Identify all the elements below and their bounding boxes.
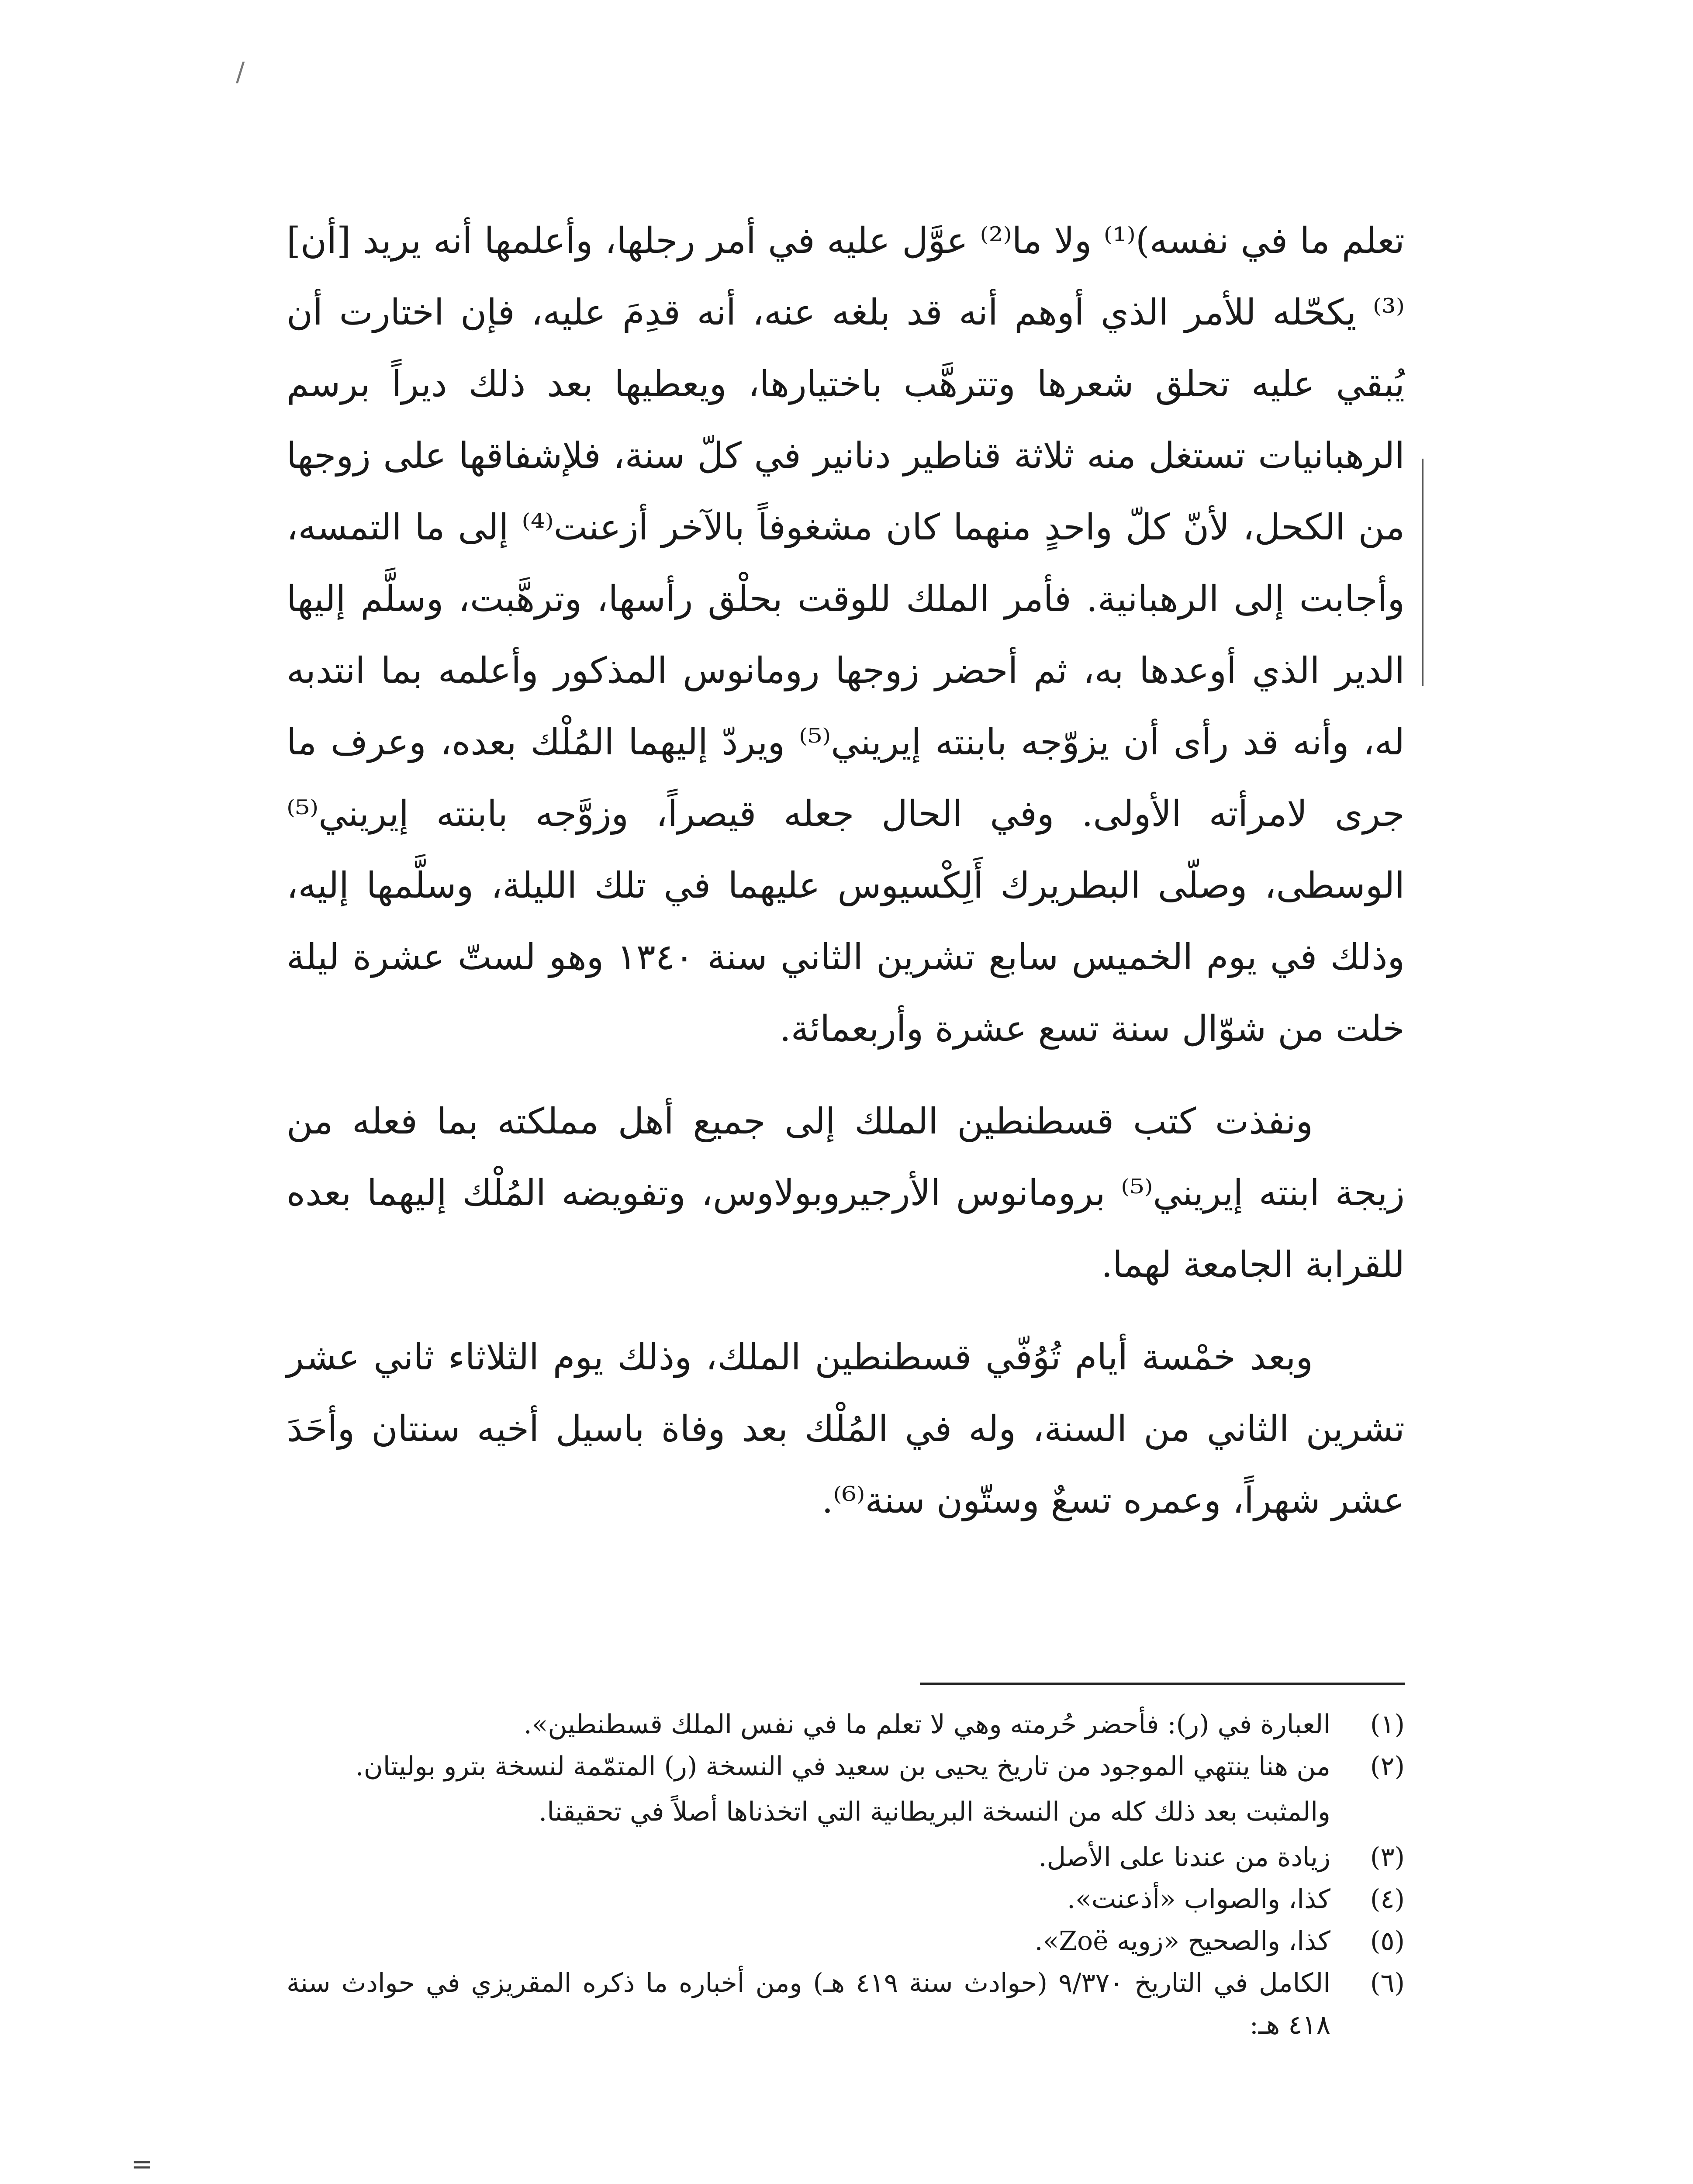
main-text — [287, 205, 1405, 1537]
footnotes — [287, 1704, 1405, 2046]
scan-mark: / — [236, 57, 245, 87]
footnote-3 — [287, 1836, 1405, 1878]
footnote-text: الكامل في التاريخ ٩/٣٧٠ (حوادث سنة ٤١٩ هـ) ومن أخباره ما ذكره المقريزي في حوادث سنة ٤١٨ هـ: — [287, 1968, 1330, 2040]
footnote-number: (٥) — [1370, 1926, 1405, 1956]
footnote-6 — [287, 1962, 1405, 2046]
footnote-text: العبارة في (ر): فأحضر حُرمته وهي لا تعلم ما في نفس الملك قسطنطين». — [523, 1709, 1330, 1740]
margin-mark: = — [131, 2149, 153, 2180]
footnote-text: كذا، والصواب «أذعنت». — [1067, 1884, 1330, 1914]
footnote-4 — [287, 1878, 1405, 1920]
footnote-2 — [287, 1745, 1405, 1787]
footnote-text: من هنا ينتهي الموجود من تاريخ يحيى بن سعيد في النسخة (ر) المتمّمة لنسخة بترو بوليتان. — [355, 1751, 1330, 1782]
margin-bar — [1422, 459, 1424, 686]
footnote-text: زيادة من عندنا على الأصل. — [1038, 1842, 1330, 1873]
paragraph-3: وبعد خمْسة أيام تُوُفّي قسطنطين الملك، وذلك يوم الثلاثاء ثاني عشر تشرين الثاني من السنة، وله في المُلْك بعد وفاة باسيل أخيه سنتان وأحَدَ عشر شهراً، وعمره تسعٌ وستّون سنة⁽⁶⁾. — [287, 1337, 1405, 1521]
footnote-5 — [287, 1920, 1405, 1962]
footnote-number: (٤) — [1370, 1884, 1405, 1914]
footnote-text: كذا، والصحيح «زويه Zoë». — [1034, 1926, 1330, 1956]
footnote-number: (٣) — [1370, 1842, 1405, 1873]
footnote-number: (٢) — [1370, 1751, 1405, 1782]
footnote-1 — [287, 1704, 1405, 1745]
paragraph-1: تعلم ما في نفسه)⁽¹⁾ ولا ما⁽²⁾ عوَّل عليه في أمر رجلها، وأعلمها أنه يريد [أن]⁽³⁾ يكحّله للأمر الذي أوهم أنه قد بلغه عنه، أنه قدِمَ عليه، فإن اختارت أن يُبقي عليه تحلق شعرها وتترهَّب باختيارها، ويعطيها بعد ذلك ديراً برسم الرهبانيات تستغل منه ثلاثة قناطير دنانير في كلّ سنة، فلإشفاقها على زوجها من الكحل، لأنّ كلّ واحدٍ منهما كان مشغوفاً بالآخر أزعنت⁽⁴⁾ إلى ما التمسه، وأجابت إلى الرهبانية. فأمر الملك للوقت بحلْق رأسها، وترهَّبت، وسلَّم إليها الدير الذي أوعدها به، ثم أحضر زوجها رومانوس المذكور وأعلمه بما انتدبه له، وأنه قد رأى أن يزوّجه بابنته إيريني⁽⁵⁾ ويردّ إليهما المُلْك بعده، وعرف ما جرى لامرأته الأولى. وفي الحال جعله قيصراً، وزوَّجه بابنته إيريني⁽⁵⁾ الوسطى، وصلّى البطريرك أَلِكْسيوس عليهما في تلك الليلة، وسلَّمها إليه، وذلك في يوم الخميس سابع تشرين الثاني سنة ١٣٤٠ وهو لستّ عشرة ليلة خلت من شوّال سنة تسع عشرة وأربعمائة. — [287, 220, 1405, 1050]
paragraph-2: ونفذت كتب قسطنطين الملك إلى جميع أهل مملكته بما فعله من زيجة ابنته إيريني⁽⁵⁾ برومانوس الأرجيروبولاوس، وتفويضه المُلْك إليهما بعده للقرابة الجامعة لهما. — [287, 1101, 1405, 1286]
footnote-2-continuation: والمثبت بعد ذلك كله من النسخة البريطانية التي اتخذناها أصلاً في تحقيقنا. — [539, 1797, 1330, 1827]
footnote-divider — [920, 1683, 1405, 1685]
footnote-number: (٦) — [1370, 1968, 1405, 1998]
footnote-number: (١) — [1370, 1709, 1405, 1740]
